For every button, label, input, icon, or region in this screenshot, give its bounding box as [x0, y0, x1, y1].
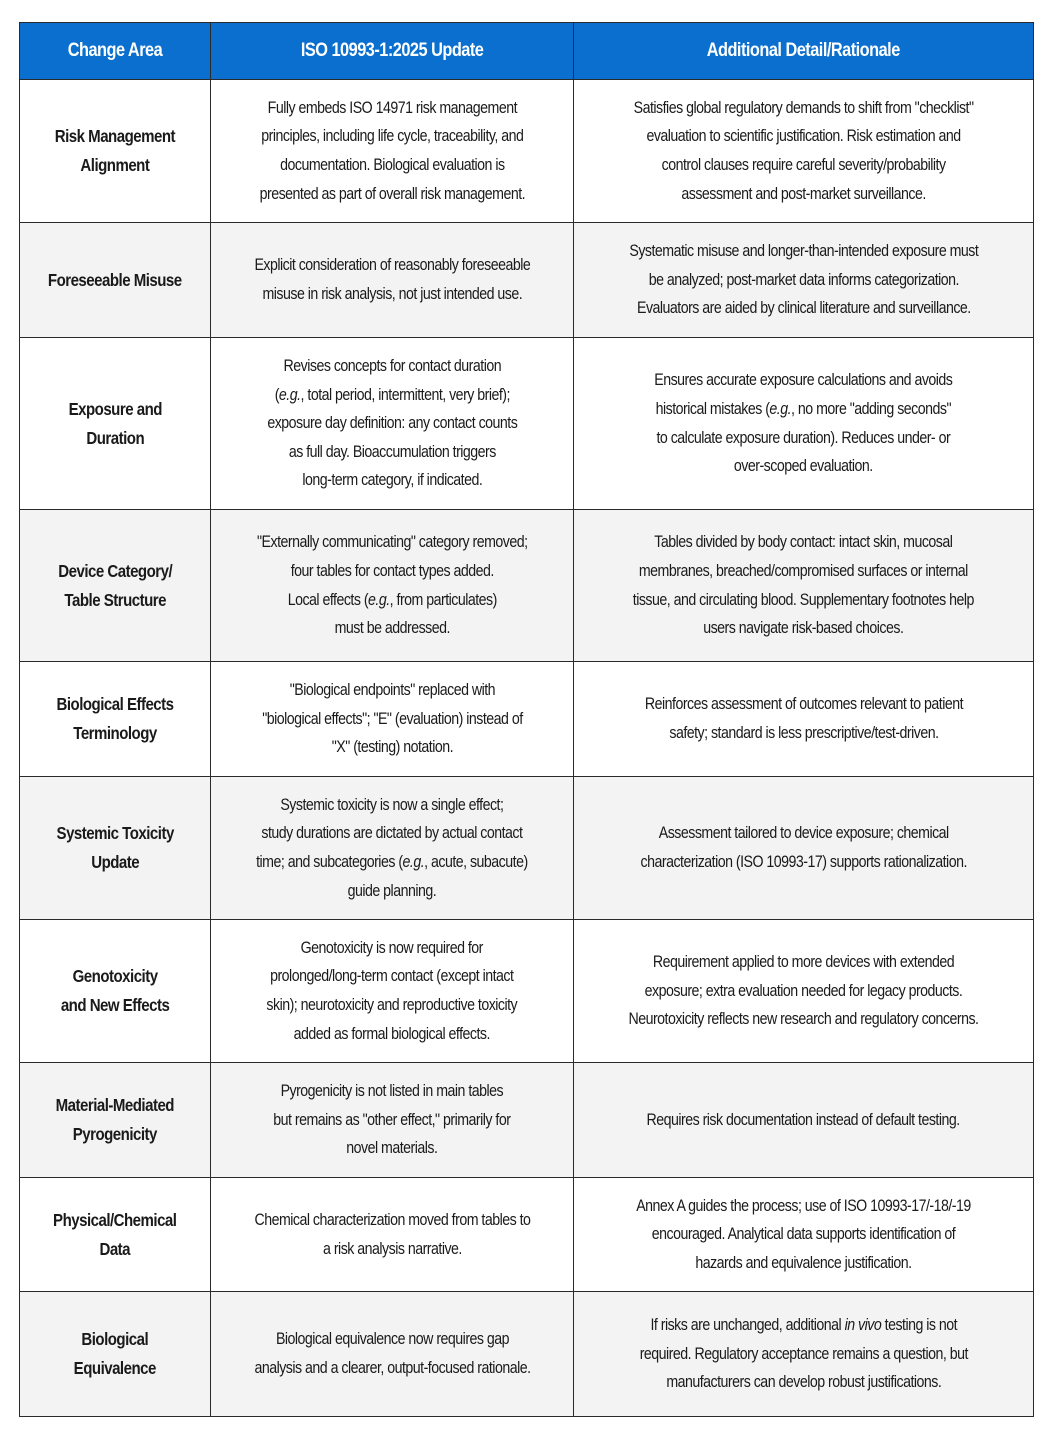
update-line: Genotoxicity is now required for	[300, 938, 484, 957]
rationale-line: tissue, and circulating blood. Supplementary footnotes help	[632, 590, 975, 609]
rationale-cell	[574, 1178, 1034, 1292]
area-text	[56, 1091, 174, 1148]
table-row	[20, 1178, 1034, 1292]
update-line: guide planning.	[347, 881, 437, 900]
update-line: but remains as "other effect," primarily for	[273, 1110, 511, 1129]
rationale-text	[639, 1311, 967, 1397]
italic-term: in vivo	[844, 1316, 881, 1335]
rationale-text	[629, 237, 978, 323]
area-line: Data	[99, 1238, 131, 1259]
rationale-line: Systematic misuse and longer-than-intended exposure must	[629, 242, 978, 261]
update-line: (e.g., total period, intermittent, very brief);	[274, 385, 510, 404]
table-row	[20, 510, 1034, 662]
area-text	[61, 962, 170, 1019]
rationale-line: over-scoped evaluation.	[734, 457, 873, 476]
update-line: Pyrogenicity is not listed in main tables	[280, 1082, 504, 1101]
change-area-cell	[20, 223, 211, 338]
area-line: Update	[91, 852, 139, 872]
rationale-line: historical mistakes (e.g., no more "adding seconds"	[655, 399, 952, 418]
rationale-line: required. Regulatory acceptance remains a question, but	[639, 1344, 968, 1363]
area-text	[68, 395, 161, 452]
area-line: Biological Effects	[56, 694, 174, 715]
area-line: Physical/Chemical	[53, 1209, 177, 1230]
iso-update-cell	[211, 1063, 574, 1178]
rationale-cell	[574, 920, 1034, 1063]
area-text	[56, 690, 173, 747]
iso-update-cell	[211, 223, 574, 338]
rationale-line: Neurotoxicity reflects new research and regulatory concerns.	[628, 1010, 979, 1029]
rationale-line: Ensures accurate exposure calculations and avoids	[654, 371, 953, 390]
rationale-line: control clauses require careful severity/probability	[661, 156, 946, 174]
rationale-line: encouraged. Analytical data supports identification of	[651, 1225, 956, 1244]
iso-update-cell	[211, 920, 574, 1063]
update-line: time; and subcategories (e.g., acute, subacute)	[256, 853, 528, 871]
rationale-text	[647, 1106, 960, 1135]
area-line: Duration	[86, 427, 144, 448]
iso-changes-table	[19, 22, 1034, 1417]
iso-update-cell	[211, 1292, 574, 1417]
area-text	[74, 1325, 156, 1382]
rationale-cell	[574, 777, 1034, 920]
header-iso-update	[211, 23, 574, 80]
update-line: "Externally communicating" category removed;	[256, 533, 528, 552]
italic-term: e.g.	[402, 853, 425, 871]
iso-update-cell	[211, 338, 574, 510]
table-row	[20, 777, 1034, 920]
area-line: Table Structure	[64, 589, 166, 610]
area-text	[56, 819, 173, 876]
rationale-line: evaluation to scientific justification. Risk estimation and	[646, 127, 961, 146]
update-line: Biological equivalence now requires gap	[275, 1330, 509, 1349]
update-line: exposure day definition: any contact counts	[267, 414, 517, 433]
table-row	[20, 80, 1034, 223]
rationale-cell	[574, 223, 1034, 338]
header-label: ISO 10993-1:2025 Update	[300, 40, 484, 61]
update-line: as full day. Bioaccumulation triggers	[288, 442, 496, 461]
change-area-cell	[20, 1292, 211, 1417]
update-text	[267, 934, 518, 1048]
table-body	[20, 80, 1034, 1417]
header-change-area	[20, 23, 211, 80]
rationale-cell	[574, 1292, 1034, 1417]
update-text	[267, 352, 517, 495]
table-row	[20, 223, 1034, 338]
change-area-cell	[20, 777, 211, 920]
change-area-cell	[20, 1178, 211, 1292]
table-row	[20, 1292, 1034, 1417]
update-text	[273, 1077, 510, 1163]
update-line: a risk analysis narrative.	[322, 1239, 462, 1258]
area-line: and New Effects	[60, 995, 170, 1015]
update-line: Fully embeds ISO 14971 risk management	[267, 98, 517, 117]
change-area-cell	[20, 80, 211, 223]
update-line: added as formal biological effects.	[293, 1024, 491, 1043]
update-line: study durations are dictated by actual contact	[261, 824, 523, 843]
italic-term: e.g.	[769, 399, 792, 418]
change-area-cell	[20, 338, 211, 510]
rationale-cell	[574, 662, 1034, 777]
iso-update-cell	[211, 1178, 574, 1292]
rationale-line: be analyzed; post-market data informs categorization.	[648, 270, 959, 289]
header-label: Additional Detail/Rationale	[706, 40, 901, 61]
rationale-line: hazards and equivalence justification.	[695, 1253, 912, 1272]
change-area-cell	[20, 920, 211, 1063]
italic-term: e.g.	[278, 385, 301, 404]
iso-update-cell	[211, 662, 574, 777]
rationale-text	[644, 690, 962, 747]
update-line: presented as part of overall risk management.	[259, 184, 525, 203]
rationale-text	[634, 94, 974, 208]
area-line: Terminology	[73, 723, 157, 743]
update-text	[254, 1206, 530, 1263]
table-row	[20, 920, 1034, 1063]
rationale-line: to calculate exposure duration). Reduces under- or	[656, 428, 951, 447]
update-line: four tables for contact types added.	[290, 561, 494, 580]
update-line: Revises concepts for contact duration	[283, 357, 501, 376]
rationale-text	[636, 1192, 970, 1278]
header-rationale	[574, 23, 1034, 80]
update-line: must be addressed.	[334, 619, 450, 638]
update-line: Systemic toxicity is now a single effect;	[280, 795, 504, 814]
iso-update-cell	[211, 777, 574, 920]
rationale-text	[640, 819, 966, 876]
area-line: Genotoxicity	[72, 966, 158, 987]
update-text	[254, 251, 530, 308]
rationale-line: Satisfies global regulatory demands to shift from "checklist"	[633, 98, 974, 117]
rationale-line: membranes, breached/compromised surfaces or internal	[639, 561, 968, 580]
rationale-line: Reinforces assessment of outcomes relevant to patient	[644, 695, 963, 714]
area-text	[48, 266, 182, 295]
rationale-line: If risks are unchanged, additional in vivo testing is not	[650, 1316, 957, 1335]
rationale-line: manufacturers can develop robust justifications.	[666, 1373, 941, 1392]
rationale-line: Evaluators are aided by clinical literature and surveillance.	[636, 299, 971, 318]
update-line: "Biological endpoints" replaced with	[289, 681, 495, 700]
update-text	[256, 791, 528, 905]
iso-update-cell	[211, 80, 574, 223]
area-text	[53, 1206, 176, 1263]
update-line: Explicit consideration of reasonably foreseeable	[254, 256, 530, 275]
update-text	[259, 94, 524, 208]
update-line: "biological effects"; "E" (evaluation) instead of	[261, 709, 523, 728]
italic-term: e.g.	[367, 590, 390, 609]
update-line: principles, including life cycle, traceability, and	[260, 127, 524, 146]
area-line: Material-Mediated	[55, 1095, 175, 1116]
rationale-line: Requires risk documentation instead of default testing.	[646, 1110, 961, 1129]
update-line: Chemical characterization moved from tables to	[254, 1210, 530, 1229]
update-line: misuse in risk analysis, not just intended use.	[262, 285, 522, 303]
area-line: Exposure and	[68, 398, 162, 419]
iso-update-cell	[211, 510, 574, 662]
rationale-line: Annex A guides the process; use of ISO 10993-17/-18/-19	[636, 1196, 971, 1215]
rationale-cell	[574, 510, 1034, 662]
rationale-line: safety; standard is less prescriptive/test-driven.	[668, 724, 939, 742]
update-line: Local effects (e.g., from particulates)	[287, 590, 497, 609]
rationale-text	[629, 948, 979, 1034]
update-line: documentation. Biological evaluation is	[279, 156, 505, 174]
area-line: Foreseeable Misuse	[48, 269, 182, 290]
update-text	[262, 676, 522, 762]
rationale-line: users navigate risk-based choices.	[703, 619, 904, 638]
rationale-line: exposure; extra evaluation needed for legacy products.	[644, 981, 963, 1000]
update-line: long-term category, if indicated.	[302, 471, 482, 490]
rationale-cell	[574, 80, 1034, 223]
rationale-line: Assessment tailored to device exposure; chemical	[658, 824, 949, 843]
area-text	[58, 557, 172, 614]
update-line: skin); neurotoxicity and reproductive toxicity	[266, 996, 518, 1014]
rationale-cell	[574, 338, 1034, 510]
update-text	[254, 1325, 530, 1382]
rationale-line: Tables divided by body contact: intact skin, mucosal	[654, 533, 953, 552]
header-row	[20, 23, 1034, 80]
update-line: novel materials.	[346, 1139, 438, 1158]
area-line: Pyrogenicity	[72, 1124, 158, 1144]
table-row	[20, 338, 1034, 510]
rationale-line: assessment and post-market surveillance.	[681, 184, 926, 203]
area-text	[55, 122, 175, 179]
rationale-cell	[574, 1063, 1034, 1178]
area-line: Equivalence	[73, 1358, 157, 1378]
update-line: "X" (testing) notation.	[331, 738, 453, 757]
rationale-line: characterization (ISO 10993-17) supports rationalization.	[640, 853, 967, 871]
change-area-cell	[20, 1063, 211, 1178]
rationale-text	[654, 366, 952, 480]
change-area-cell	[20, 510, 211, 662]
table-row	[20, 1063, 1034, 1178]
rationale-text	[633, 528, 974, 642]
update-line: analysis and a clearer, output-focused rationale.	[253, 1359, 531, 1377]
rationale-line: Requirement applied to more devices with extended	[652, 953, 955, 972]
area-line: Systemic Toxicity	[56, 823, 174, 844]
area-line: Device Category/	[58, 560, 172, 581]
table-row	[20, 662, 1034, 777]
area-line: Alignment	[80, 155, 150, 175]
update-line: prolonged/long-term contact (except intact	[270, 967, 514, 986]
header-label: Change Area	[67, 40, 163, 61]
change-area-cell	[20, 662, 211, 777]
update-text	[257, 528, 528, 642]
area-line: Biological	[81, 1329, 149, 1350]
area-line: Risk Management	[54, 126, 176, 147]
